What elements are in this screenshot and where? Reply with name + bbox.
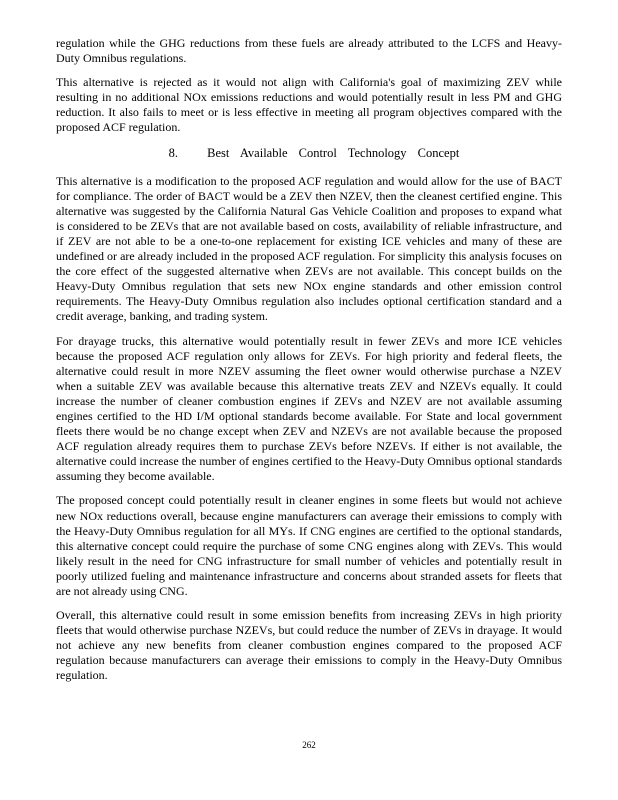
page-body [56, 36, 562, 693]
paragraph-bact-description: This alternative is a modification to the proposed ACF regulation and would allow for the use of BACT for compliance. The order of BACT would be a ZEV then NZEV, then the cleanest certified engine. This alternative was suggested by the California Natural Gas Vehicle Coalition and proposes to expand what is considered to be ZEVs that are not available based on costs, availability of reliable infrastructure, and if ZEV are not able to be a one-to-one replacement for existing ICE vehicles and many of these are undefined or are already included in the proposed ACF regulation. For simplicity this analysis focuses on the core effect of the suggested alternative when ZEVs are not available. This concept builds on the Heavy-Duty Omnibus regulation that sets new NOx engine standards and other emission control requirements. The Heavy-Duty Omnibus regulation also includes optional certification standard and a credit average, banking, and trading system. [56, 173, 562, 324]
section-heading [56, 145, 562, 161]
paragraph-overall-assessment: Overall, this alternative could result in some emission benefits from increasing ZEVs in high priority fleets that would otherwise purchase NZEVs, but could reduce the number of ZEVs in drayage. It would not achieve any new benefits from cleaner combustion engines compared to the proposed ACF regulation because manufacturers can average their emissions to comply in the Heavy-Duty Omnibus regulation. [56, 608, 562, 683]
page-number: 262 [302, 740, 316, 750]
section-number: 8. [168, 145, 179, 160]
paragraph-intro-continuation: regulation while the GHG reductions from these fuels are already attributed to the LCFS and Heavy-Duty Omnibus regulations. [56, 36, 562, 66]
paragraph-cleaner-engines: The proposed concept could potentially result in cleaner engines in some fleets but would not achieve new NOx reductions overall, because engine manufacturers can average their emissions to comply with the Heavy-Duty Omnibus regulation for all MYs. If CNG engines are certified to the optional standards, this alternative concept could require the purchase of some CNG engines along with ZEVs. This would likely result in the need for CNG infrastructure for small number of vehicles and potentially result in poorly utilized fueling and maintenance infrastructure and concerns about stranded assets for fleets that are not already using CNG. [56, 493, 562, 598]
paragraph-rejection-rationale: This alternative is rejected as it would not align with California's goal of maximizing ZEV while resulting in no additional NOx emissions reductions and would potentially result in less PM and GHG reduction. It also fails to meet or is less effective in meeting all program objectives compared with the proposed ACF regulation. [56, 75, 562, 135]
paragraph-fleet-effects: For drayage trucks, this alternative would potentially result in fewer ZEVs and more ICE vehicles because the proposed ACF regulation only allows for ZEVs. For high priority and federal fleets, the alternative could result in more NZEV assuming the fleet owner would otherwise purchase a NZEV when a suitable ZEV was available because this alternative treats ZEV and NZEVs equally. It could increase the number of cleaner combustion engines if ZEVs and NZEV are not available assuming engines certified to the HD I/M optional standards become available. For State and local government fleets there would be no change except when ZEV and NZEVs are not available because the proposed ACF regulation already requires them to purchase ZEVs before NZEVs. If either is not available, the alternative could increase the number of engines certified to the Heavy-Duty Omnibus optional standards assuming they become available. [56, 333, 562, 484]
section-title: Best Available Control Technology Concept [207, 145, 460, 160]
